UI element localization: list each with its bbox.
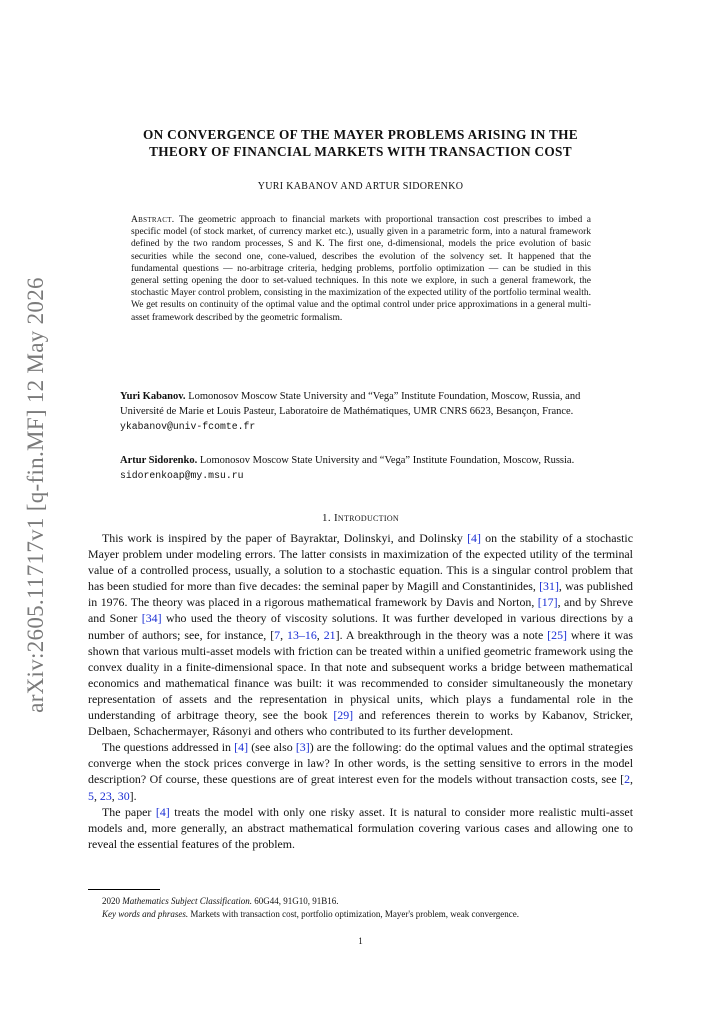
keywords-text: Markets with transaction cost, portfolio optimization, Mayer's problem, weak convergence. [188, 908, 520, 919]
citation-link[interactable]: [4] [234, 740, 249, 755]
citation-link[interactable]: 7 [274, 627, 281, 642]
paper-title [88, 126, 633, 160]
paragraph-text: on the stability of a stochastic Mayer problem under modeling errors. The latter consists in maximization of the expected utility of the terminal value of a controlled process, usually, a solution to a stochastic equation. This is a singular control problem that has been studied for more than five decades: the seminal paper by Magill and Constantinides, [88, 531, 633, 594]
citation-link[interactable]: 21 [323, 627, 336, 642]
paragraph-text: , [630, 772, 633, 787]
paragraph-text: The paper [102, 804, 156, 819]
affiliation-text: Lomonosov Moscow State University and “Vega” Institute Foundation, Moscow, Russia. [197, 455, 575, 466]
affiliation-text: Lomonosov Moscow State University and “Vega” Institute Foundation, Moscow, Russia, and Université de Marie et Louis Pasteur, Laboratoire de Mathématiques, UMR CNRS 6623, Besançon, France. [120, 391, 581, 417]
paragraph-text: (see also [248, 740, 296, 755]
citation-link[interactable]: [34] [141, 611, 162, 626]
citation-link[interactable]: [29] [333, 708, 354, 723]
msc-label: Mathematics Subject Classification. [122, 896, 252, 906]
affiliation-name: Artur Sidorenko. [120, 455, 198, 466]
body-text [88, 530, 633, 852]
paragraph-text: where it was shown that various multi-asset models with friction can be treated within a unified geometric framework using the convex duality in a finite-dimensional space. In that note and subsequent works a bridge between mathematical economics and mathematical finance was built: it was recommended to consider simultaneously the monetary representation of assets and the representation in physical units, which plays a fundamental role in the understanding of arbitrage theory, see the book [88, 627, 633, 723]
msc-year: 2020 [102, 896, 123, 906]
page-number: 1 [358, 936, 363, 946]
section-heading [88, 512, 633, 524]
citation-link[interactable]: [25] [547, 627, 567, 642]
citation-link[interactable]: 23 [99, 788, 112, 803]
citation-link[interactable]: 13–16 [287, 627, 317, 642]
paragraph-text: ]. A breakthrough in the theory was a note [335, 627, 548, 642]
title-line-1: ON CONVERGENCE OF THE MAYER PROBLEMS ARISING IN THE [143, 127, 578, 142]
footnote-rule [88, 889, 160, 890]
citation-link[interactable]: 5 [88, 788, 94, 803]
arxiv-identifier: arXiv:2605.11717v1 [q-fin.MF] 12 May 2026 [23, 277, 48, 713]
citation-link[interactable]: [17] [537, 595, 558, 610]
affiliation-kabanov [120, 389, 602, 434]
email-link[interactable]: sidorenkoap@my.msu.ru [120, 470, 244, 481]
citation-link[interactable]: [31] [539, 579, 559, 594]
paragraph-text: treats the model with only one risky asset. It is natural to consider more realistic multi-asset models and, more generally, an abstract mathematical formulation covering various cases and allowing one to reveal the essential features of the problem. [88, 804, 633, 851]
paragraph-text: , and by Shreve and Soner [88, 595, 633, 626]
footnotes [88, 895, 633, 920]
keywords-footnote [88, 908, 633, 921]
body-paragraph [88, 739, 633, 803]
paragraph-text: , was published in 1976. The theory was placed in a rigorous mathematical framework by Davis and Norton, [88, 579, 633, 610]
msc-footnote [88, 895, 633, 908]
citation-link[interactable]: [4] [467, 531, 481, 545]
section-title: Introduction [333, 512, 399, 524]
paragraph-text: ) are the following: do the optimal values and the optimal strategies converge when the stock prices converge in law? In other words, is the setting sensitive to errors in the model description? Of course, these questions are of great interest even for the models without transaction costs, see [ [88, 740, 633, 787]
citation-link[interactable]: 2 [624, 772, 631, 787]
paragraph-text: The questions addressed in [102, 740, 235, 755]
citation-link[interactable]: 30 [117, 788, 130, 803]
email-link[interactable]: ykabanov@univ-fcomte.fr [120, 421, 256, 432]
section-number: 1. [322, 512, 331, 524]
abstract-text: The geometric approach to financial markets with proportional transaction cost prescribes to imbed a specific model (of stock market, of currency market etc.), usually given in a parametric form, into a natural framework defined by the two random processes, S and K. The first one, d-dimensional, models the price evolution of basic securities while the second one, cone-valued, describes the evolution of the solvency set. It happened that the fundamental questions — no-arbitrage criteria, hedging problems, portfolio optimization — can be studied in this general setting opening the door to set-valued techniques. In this note we explore, in such a general framework, the stochastic Mayer control problem, consisting in the maximization of the expected utility of the portfolio terminal wealth. We get results on continuity of the optimal value and the optimal control under price approximations in a general multi-asset framework described by the geometric formalism. [131, 215, 591, 323]
citation-link[interactable]: [4] [155, 804, 170, 819]
paragraph-text: , [316, 627, 324, 642]
title-line-2: THEORY OF FINANCIAL MARKETS WITH TRANSACTION COST [149, 144, 572, 159]
author-list: YURI KABANOV AND ARTUR SIDORENKO [257, 181, 464, 192]
paragraph-text: ]. [129, 788, 137, 803]
paragraph-text: This work is inspired by the paper of Bayraktar, Dolinskyi, and Dolinsky [102, 531, 468, 545]
arxiv-sidebar-stamp [19, 277, 53, 713]
body-paragraph [88, 530, 633, 739]
citation-link[interactable]: [3] [295, 740, 310, 755]
paragraph-text: , [280, 627, 288, 642]
paragraph-text: , [93, 788, 100, 803]
msc-codes: 60G44, 91G10, 91B16. [252, 896, 339, 906]
paragraph-text: and references therein to works by Kabanov, Stricker, Delbaen, Schachermayer, Rásonyi and others who contributed to its further development. [88, 708, 633, 739]
abstract [131, 214, 591, 324]
affiliation-sidorenko [120, 453, 602, 483]
body-paragraph [88, 804, 633, 852]
keywords-label: Key words and phrases. [102, 908, 189, 919]
paragraph-text: , [111, 788, 118, 803]
affiliation-name: Yuri Kabanov. [120, 391, 186, 402]
abstract-label: Abstract. [131, 215, 175, 225]
paragraph-text: who used the theory of viscosity solutions. It was further developed in various directions by a number of authors; see, for instance, [ [88, 611, 634, 642]
